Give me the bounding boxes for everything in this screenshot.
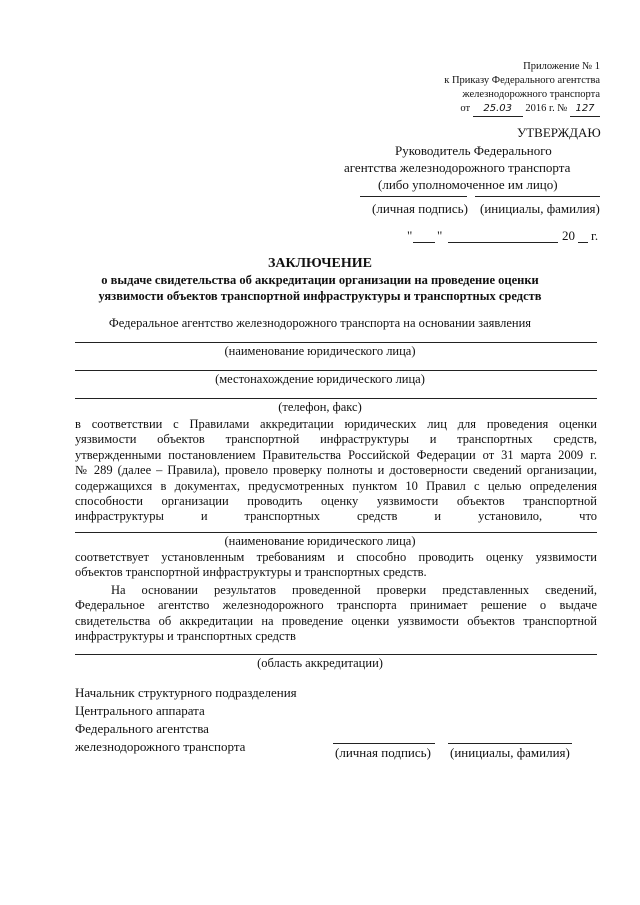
approve-date-day-line — [413, 242, 435, 243]
document-subtitle-2: уязвимости объектов транспортной инфраструктуры и транспортных средств — [98, 289, 542, 303]
document-subtitle-1: о выдаче свидетельства об аккредитации организации на проведение оценки — [101, 273, 539, 287]
signer-line-1: Начальник структурного подразделения — [75, 685, 297, 700]
intro-text: Федеральное агентство железнодорожного транспорта на основании заявления — [108, 316, 532, 330]
field-location-line — [75, 370, 597, 371]
signer-name-line — [448, 743, 572, 744]
paragraph-line: в соответствии с Правилами аккредитации юридических лиц для проведения оценки — [75, 417, 597, 431]
signer-line-3: Федерального агентства — [75, 721, 209, 736]
paragraph-line: объектов транспортной инфраструктуры и транспортных средств. — [75, 565, 427, 580]
appendix-date-prefix: от — [460, 103, 471, 114]
appendix-date-handwritten: 25.03 — [473, 102, 523, 117]
paragraph-line: свидетельства об аккредитации на проведение оценки уязвимости объектов транспортной — [75, 613, 597, 628]
paragraph-compliance — [75, 550, 597, 581]
signer-signature-label: (личная подпись) — [335, 745, 431, 760]
approve-title: УТВЕРЖДАЮ — [517, 125, 601, 140]
approve-date-year-suffix: г. — [591, 228, 599, 243]
field-location-label: (местонахождение юридического лица) — [215, 372, 425, 386]
approve-date-quote-open: " — [407, 228, 413, 243]
approve-date-year-line — [578, 242, 588, 243]
paragraph-line: уязвимости объектов транспортной инфраструктуры и транспортных средств, — [75, 432, 597, 447]
signer-line-4: железнодорожного транспорта — [75, 739, 246, 754]
approve-name-line — [475, 196, 600, 197]
field-phone-line — [75, 398, 597, 399]
appendix-line-3: железнодорожного транспорта — [462, 89, 600, 100]
field-org-name-2-label: (наименование юридического лица) — [224, 534, 416, 548]
paragraph-line: На основании результатов проведенной проверки представленных сведений, — [111, 583, 597, 597]
paragraph-line: инфраструктуры и транспортных средств — [75, 629, 296, 644]
paragraph-line: Федеральное агентство железнодорожного транспорта принимает решение о выдаче — [75, 598, 597, 613]
approve-line-2: агентства железнодорожного транспорта — [344, 160, 571, 175]
signer-signature-line — [333, 743, 435, 744]
appendix-number-handwritten: 127 — [570, 102, 600, 117]
field-org-name-2-line — [75, 532, 597, 533]
signer-name-label: (инициалы, фамилия) — [450, 745, 570, 760]
appendix-line-1: Приложение № 1 — [523, 61, 600, 72]
paragraph-line: утвержденными постановлением Правительства Российской Федерации от 31 марта 2009 г. — [75, 447, 597, 462]
document-title: ЗАКЛЮЧЕНИЕ — [267, 256, 373, 271]
paragraph-line: № 289 (далее – Правила), провело проверку полноты и достоверности сведений организации, — [75, 463, 597, 478]
approve-signature-label: (личная подпись) — [372, 201, 468, 216]
paragraph-rules — [75, 417, 597, 525]
field-scope-line — [75, 654, 597, 655]
approve-date-year: 20 — [562, 228, 575, 243]
approve-line-1: Руководитель Федерального — [395, 143, 552, 158]
paragraph-line: соответствует установленным требованиям и способно проводить оценку уязвимости — [75, 550, 597, 564]
field-org-name-line — [75, 342, 597, 343]
field-phone-label: (телефон, факс) — [278, 400, 362, 414]
paragraph-decision — [75, 583, 597, 645]
approve-name-label: (инициалы, фамилия) — [480, 201, 600, 216]
appendix-line-2: к Приказу Федерального агентства — [444, 75, 600, 86]
signer-line-2: Центрального аппарата — [75, 703, 205, 718]
approve-signature-line — [360, 196, 467, 197]
approve-date-month-line — [448, 242, 558, 243]
appendix-date-year: 2016 г. № — [525, 103, 568, 114]
approve-line-3: (либо уполномоченное им лицо) — [378, 177, 558, 192]
paragraph-line: инфраструктуры и транспортных средств и установило, что — [75, 509, 597, 524]
appendix-date-line — [460, 102, 600, 117]
paragraph-line: содержащихся в документах, предусмотренных пунктом 10 Правил с целью определения — [75, 478, 597, 493]
field-org-name-label: (наименование юридического лица) — [224, 344, 416, 358]
field-scope-label: (область аккредитации) — [257, 656, 383, 670]
paragraph-line: способности организации проводить оценку уязвимости объектов транспортной — [75, 494, 597, 509]
approve-date-quote-close: " — [437, 228, 443, 243]
